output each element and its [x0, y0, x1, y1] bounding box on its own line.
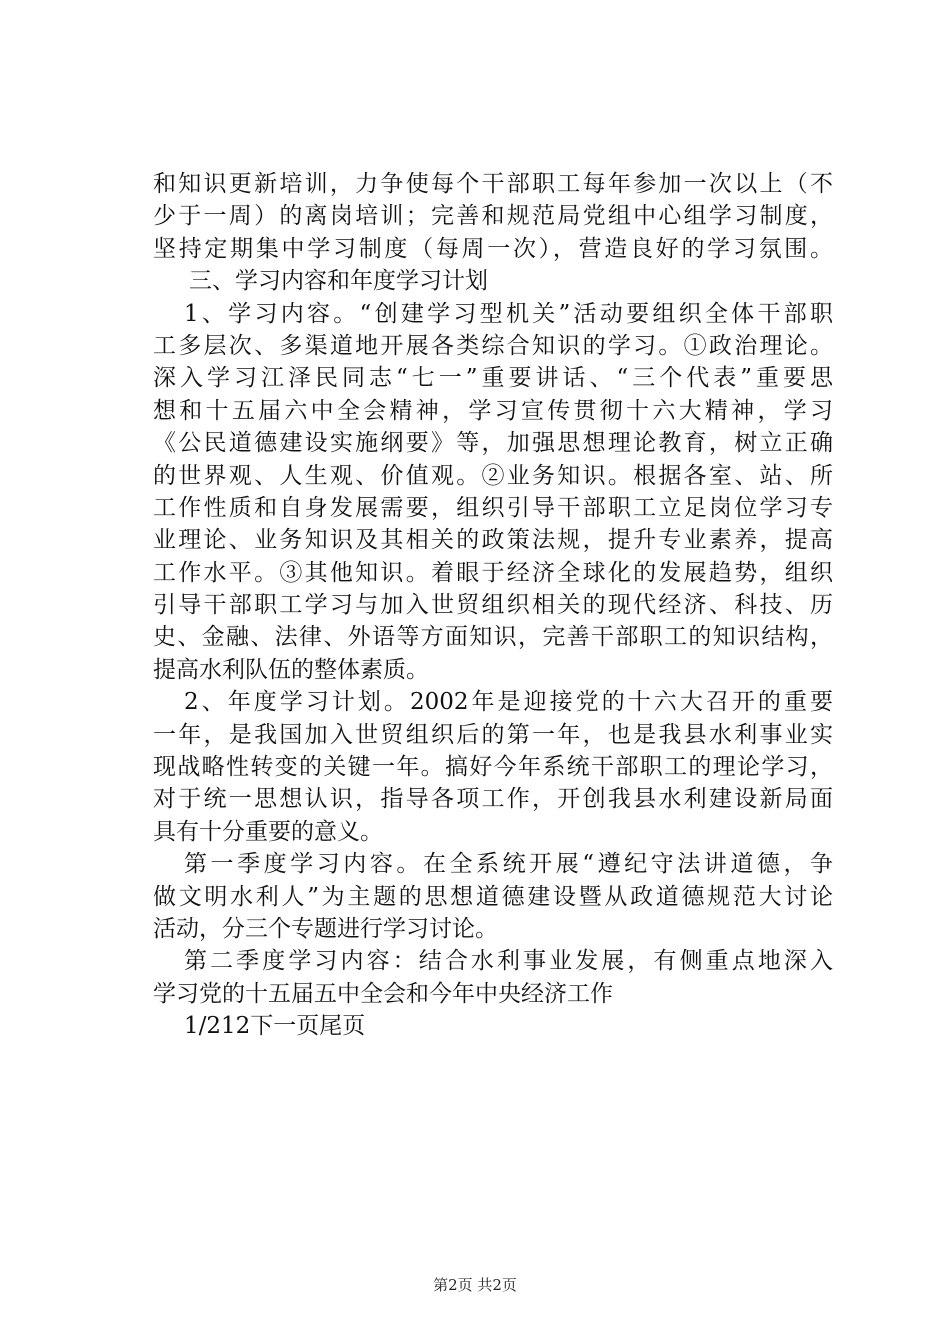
body-line: 深入学习江泽民同志“七一”重要讲话、“三个代表”重要思: [153, 365, 833, 392]
body-line: 和知识更新培训，力争使每个干部职工每年参加一次以上（不: [153, 171, 833, 197]
body-line: 工作性质和自身发展需要，组织引导干部职工立足岗位学习专: [153, 494, 833, 521]
body-line: 工多层次、多渠道地开展各类综合知识的学习。①政治理论。: [153, 332, 833, 359]
body-line: 史、金融、法律、外语等方面知识，完善干部职工的知识结构，: [153, 624, 833, 651]
body-line: 少于一周）的离岗培训；完善和规范局党组中心组学习制度，: [153, 203, 833, 230]
body-line: 坚持定期集中学习制度（每周一次），营造良好的学习氛围。: [153, 235, 833, 262]
body-line: 第二季度学习内容：结合水利事业发展，有侧重点地深入: [184, 948, 833, 975]
body-line: 学习党的十五届五中全会和今年中央经济工作: [153, 980, 613, 1007]
body-line: 第一季度学习内容。在全系统开展“遵纪守法讲道德，争: [184, 851, 833, 878]
page-navigation-text: 1/212下一页尾页: [184, 1013, 366, 1040]
body-line: 想和十五届六中全会精神，学习宣传贯彻十六大精神，学习: [153, 397, 833, 424]
page-footer: 第2页 共2页: [433, 1276, 517, 1294]
section-heading: 三、学习内容和年度学习计划: [189, 268, 488, 295]
body-line: 具有十分重要的意义。: [153, 818, 383, 845]
body-line: 1、学习内容。“创建学习型机关”活动要组织全体干部职: [184, 300, 833, 327]
body-line: 活动，分三个专题进行学习讨论。: [153, 915, 498, 942]
body-line: 一年，是我国加入世贸组织后的第一年，也是我县水利事业实: [153, 721, 833, 748]
body-line: 的世界观、人生观、价值观。②业务知识。根据各室、站、所: [153, 462, 833, 489]
body-line: 做文明水利人”为主题的思想道德建设暨从政道德规范大讨论: [153, 883, 833, 910]
body-line: 业理论、业务知识及其相关的政策法规，提升专业素养，提高: [153, 527, 833, 554]
document-body: [153, 168, 833, 1043]
body-line: 现战略性转变的关键一年。搞好今年系统干部职工的理论学习，: [153, 754, 833, 781]
body-line: 工作水平。③其他知识。着眼于经济全球化的发展趋势，组织: [153, 559, 833, 586]
body-line: 提高水利队伍的整体素质。: [153, 656, 429, 683]
body-line: 2、年度学习计划。2002年是迎接党的十六大召开的重要: [184, 689, 833, 716]
body-line: 引导干部职工学习与加入世贸组织相关的现代经济、科技、历: [153, 592, 833, 619]
body-line: 对于统一思想认识，指导各项工作，开创我县水利建设新局面: [153, 786, 833, 813]
body-line: 《公民道德建设实施纲要》等，加强思想理论教育，树立正确: [153, 430, 833, 457]
